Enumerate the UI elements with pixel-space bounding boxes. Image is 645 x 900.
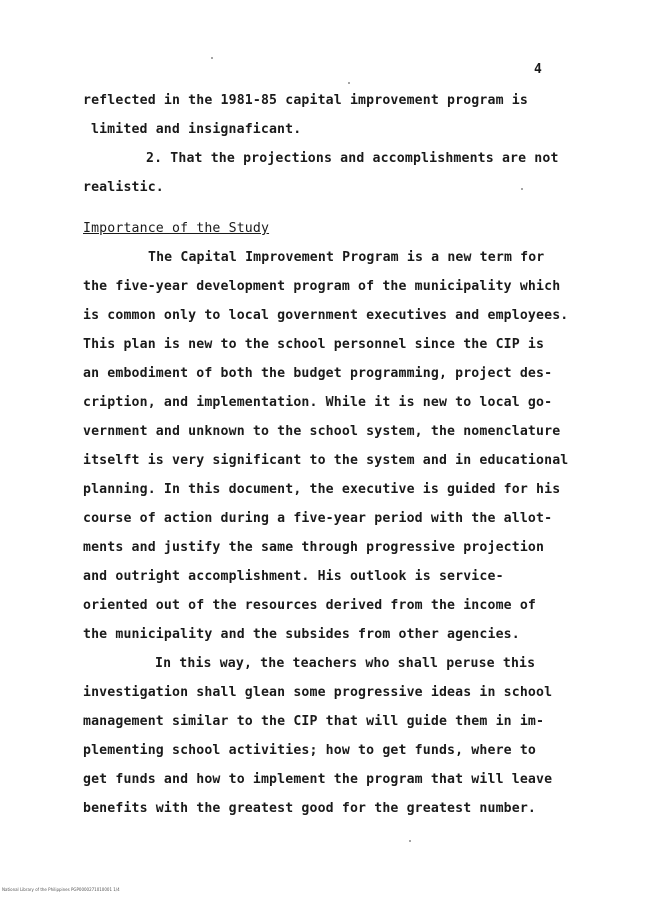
scan-speck	[521, 188, 523, 190]
text-line: This plan is new to the school personnel since the CIP is	[83, 337, 545, 352]
text-line: management similar to the CIP that will guide them in im-	[83, 714, 545, 729]
text-line: cription, and implementation. While it is new to local go-	[83, 395, 553, 410]
text-line: and outright accomplishment. His outlook is service-	[83, 569, 504, 584]
text-line: itselft is very significant to the system and in educational	[83, 453, 569, 468]
list-item-2: 2. That the projections and accomplishments are not	[146, 151, 559, 166]
text-line: vernment and unknown to the school system, the nomenclature	[83, 424, 561, 439]
text-line: oriented out of the resources derived from the income of	[83, 598, 537, 613]
page-number: 4	[534, 62, 542, 77]
scan-speck	[409, 840, 411, 842]
scan-footer: National Library of the Philippines PGP0000271010001 1/4	[2, 887, 120, 892]
text-line: reflected in the 1981-85 capital improvement program is	[83, 93, 528, 108]
text-line: The Capital Improvement Program is a new term for	[148, 250, 545, 265]
text-line: course of action during a five-year period with the allot-	[83, 511, 553, 526]
text-line: the municipality and the subsides from other agencies.	[83, 627, 520, 642]
text-line: realistic.	[83, 180, 164, 195]
scan-speck	[348, 82, 350, 84]
scan-speck	[211, 57, 213, 59]
text-line: limited and insignaficant.	[91, 122, 302, 137]
text-line: planning. In this document, the executive is guided for his	[83, 482, 561, 497]
text-line: investigation shall glean some progressive ideas in school	[83, 685, 553, 700]
text-line: is common only to local government executives and employees.	[83, 308, 569, 323]
text-line: In this way, the teachers who shall peruse this	[155, 656, 536, 671]
text-line: plementing school activities; how to get funds, where to	[83, 743, 537, 758]
text-line: an embodiment of both the budget programming, project des-	[83, 366, 553, 381]
text-line: ments and justify the same through progressive projection	[83, 540, 545, 555]
section-heading: Importance of the Study	[83, 221, 270, 236]
text-line: get funds and how to implement the program that will leave	[83, 772, 553, 787]
text-line: benefits with the greatest good for the greatest number.	[83, 801, 537, 816]
text-line: the five-year development program of the municipality which	[83, 279, 561, 294]
